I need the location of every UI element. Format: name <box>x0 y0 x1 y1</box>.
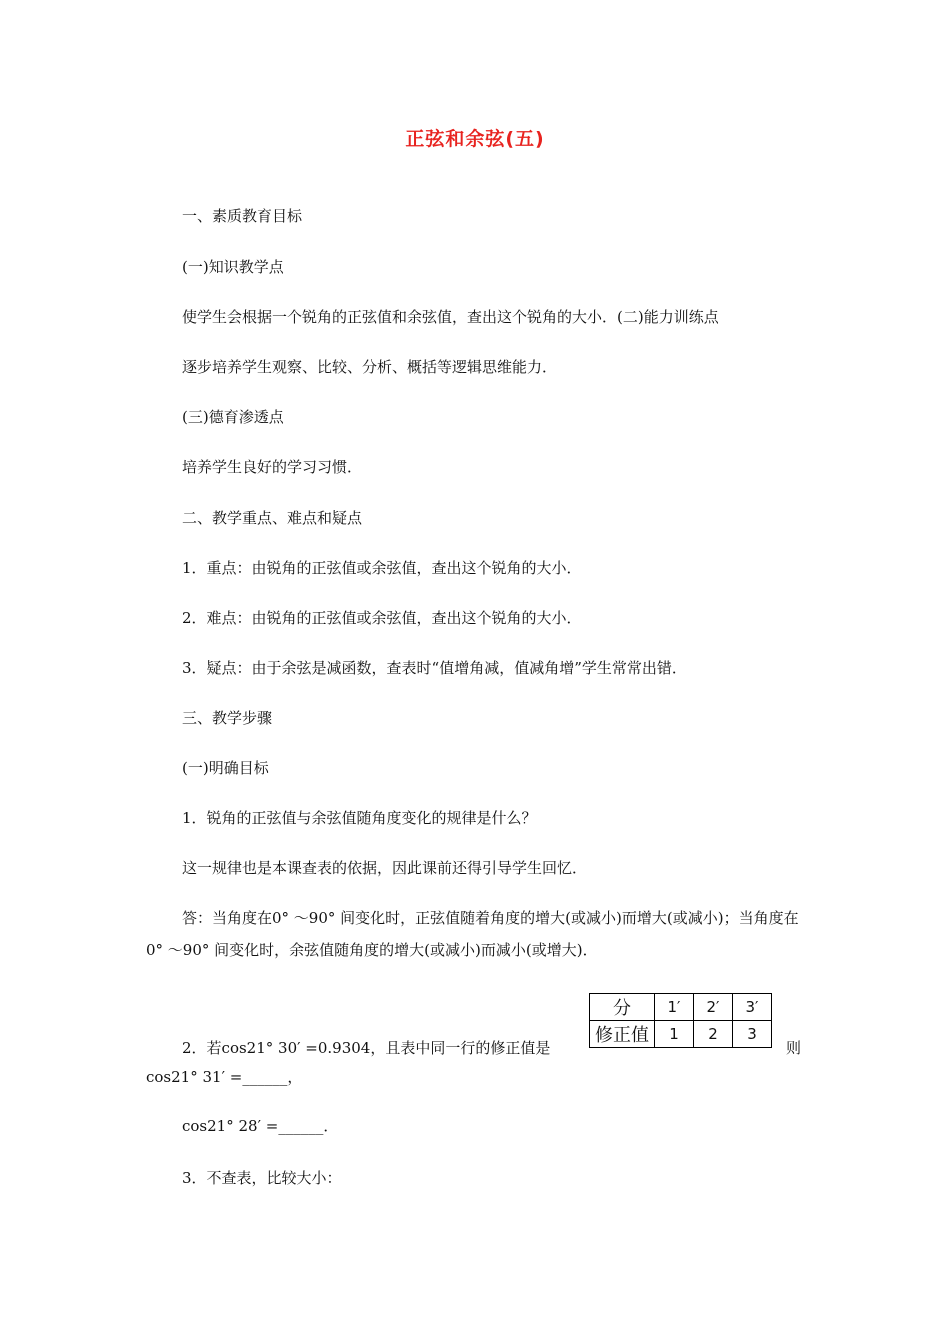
table-cell: 3 <box>733 1021 772 1048</box>
table-header-minutes: 分 <box>590 994 655 1021</box>
table-header-correction: 修正值 <box>590 1021 655 1048</box>
table-cell: 2 <box>694 1021 733 1048</box>
document-title: 正弦和余弦(五) <box>405 128 545 150</box>
subheading-knowledge: (一)知识教学点 <box>182 258 284 276</box>
question-2-then: 则 <box>786 1039 802 1057</box>
table-cell: 1′ <box>655 994 694 1021</box>
question-2-blank-1: cos21° 31′ =______， <box>146 1068 303 1086</box>
question-2: 2．若cos21° 30′ =0.9304，且表中同一行的修正值是 <box>182 1039 551 1057</box>
paragraph-doubt: 3．疑点：由于余弦是减函数，查表时“值增角减，值减角增”学生常常出错． <box>182 659 687 677</box>
subheading-goals: (一)明确目标 <box>182 759 269 777</box>
table-row <box>590 994 772 1021</box>
paragraph-key-point: 1．重点：由锐角的正弦值或余弦值，查出这个锐角的大小． <box>182 559 582 577</box>
section-heading-objectives: 一、素质教育目标 <box>182 207 303 225</box>
section-heading-steps: 三、教学步骤 <box>182 709 273 727</box>
paragraph-moral: 培养学生良好的学习习惯． <box>182 458 363 476</box>
question-2-blank-2: cos21° 28′ =______． <box>182 1117 339 1135</box>
section-heading-key-points: 二、教学重点、难点和疑点 <box>182 509 363 527</box>
table-cell: 2′ <box>694 994 733 1021</box>
table-cell: 3′ <box>733 994 772 1021</box>
correction-table <box>589 993 772 1048</box>
paragraph-rule: 这一规律也是本课查表的依据，因此课前还得引导学生回忆． <box>182 859 588 877</box>
paragraph-knowledge: 使学生会根据一个锐角的正弦值和余弦值，查出这个锐角的大小．(二)能力训练点 <box>182 308 719 326</box>
question-1: 1．锐角的正弦值与余弦值随角度变化的规律是什么？ <box>182 809 537 827</box>
table-row <box>590 1021 772 1048</box>
answer-paragraph: 答：当角度在0° ～90° 间变化时，正弦值随着角度的增大(或减小)而增大(或减小)；当角度在0° ～90° 间变化时，余弦值随角度的增大(或减小)而减小(或增大)． <box>146 909 799 959</box>
question-3: 3．不查表，比较大小： <box>182 1169 342 1187</box>
subheading-moral: (三)德育渗透点 <box>182 408 284 426</box>
paragraph-ability: 逐步培养学生观察、比较、分析、概括等逻辑思维能力． <box>182 358 558 376</box>
table-cell: 1 <box>655 1021 694 1048</box>
paragraph-difficulty: 2．难点：由锐角的正弦值或余弦值，查出这个锐角的大小． <box>182 609 582 627</box>
